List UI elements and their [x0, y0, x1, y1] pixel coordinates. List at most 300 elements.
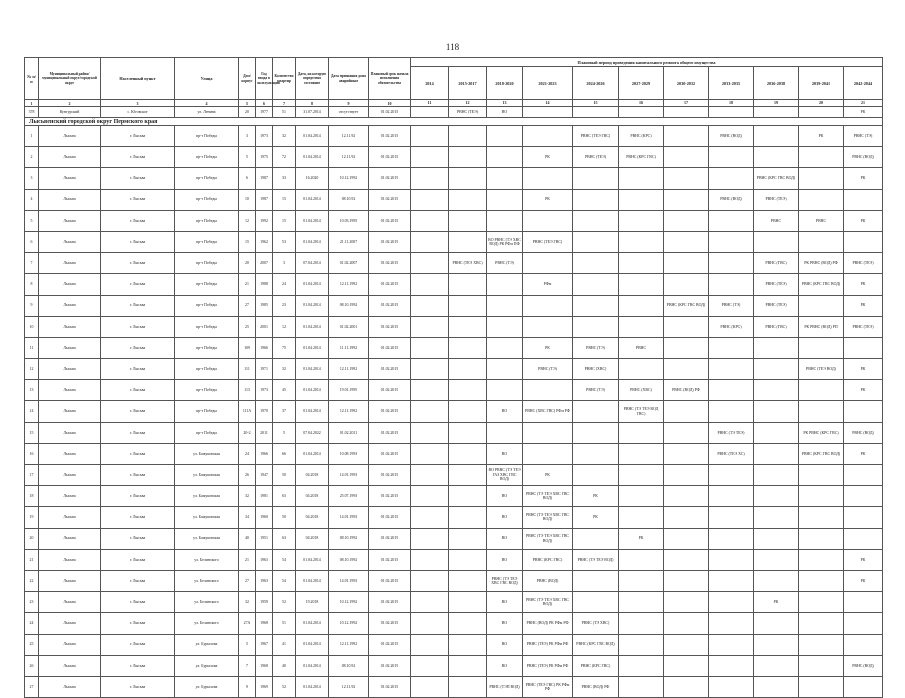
col-period-5: 2027-2029 [619, 67, 664, 100]
table-cell: РК [844, 443, 883, 464]
table-cell [799, 147, 844, 168]
table-cell: 12.11.1992 [329, 274, 369, 295]
table-cell: РВНС (ТЭ) [573, 380, 619, 401]
table-row [25, 231, 883, 252]
table-cell: РК [799, 126, 844, 147]
table-cell [523, 316, 573, 337]
table-cell: Лысьва [39, 676, 101, 697]
table-cell: 1962 [256, 231, 273, 252]
table-cell [754, 401, 799, 422]
table-cell: г. Лысьва [101, 295, 175, 316]
table-cell: РВНС (ВОД) РФ [573, 676, 619, 697]
table-cell [664, 676, 709, 697]
table-cell: Лысьва [39, 147, 101, 168]
table-row [25, 210, 883, 231]
table-cell [411, 401, 449, 422]
table-cell: 01.04.2014 [296, 337, 329, 358]
table-cell [844, 634, 883, 655]
table-cell [619, 210, 664, 231]
table-cell: РВНС (ТЕЭ) РК РФм РФ [523, 655, 573, 676]
col-apartments: Количество квартир [273, 58, 296, 100]
table-cell: РВНС (ВОД) РФ [664, 380, 709, 401]
table-cell: Лысьва [39, 507, 101, 528]
table-cell [844, 231, 883, 252]
table-cell [449, 655, 487, 676]
table-cell: 01.02.2015 [369, 443, 411, 464]
table-cell [844, 592, 883, 613]
table-cell: РВНС (ТЭ) [844, 126, 883, 147]
table-cell [844, 465, 883, 486]
table-row [25, 592, 883, 613]
table-cell [449, 507, 487, 528]
table-cell [573, 465, 619, 486]
table-cell [487, 210, 523, 231]
table-cell: 3 [25, 168, 39, 189]
table-cell [411, 274, 449, 295]
table-cell: РВНС (ТЕЭ) [754, 274, 799, 295]
table-cell: РВНС (КРС ГВС) [573, 655, 619, 676]
table-cell [799, 107, 844, 118]
table-row [25, 295, 883, 316]
table-cell [799, 295, 844, 316]
table-cell: 1963 [256, 549, 273, 570]
table-cell: 14 [25, 401, 39, 422]
col-plan-start: Плановый срок начала исполнения обязательства [369, 58, 411, 100]
table-cell: 1988 [256, 274, 273, 295]
table-cell: РВНС (ВОД) [844, 422, 883, 443]
table-cell [709, 231, 754, 252]
table-cell: 12.11.92 [329, 676, 369, 697]
table-cell [799, 528, 844, 549]
table-cell: РК РВНС (ВОД) РП [799, 316, 844, 337]
table-cell [619, 613, 664, 634]
table-cell [411, 189, 449, 210]
table-cell: отсутствует [329, 107, 369, 118]
table-cell: пр-т Победы [175, 359, 239, 380]
table-cell [709, 168, 754, 189]
table-cell: 5 [239, 634, 256, 655]
table-cell: 10 [239, 189, 256, 210]
table-cell: ул. Бажуковская [175, 486, 239, 507]
table-cell: Лысьва [39, 168, 101, 189]
table-cell: 15 [273, 210, 296, 231]
table-cell [754, 528, 799, 549]
table-cell: 22 [25, 570, 39, 591]
col-period-2: 2018-2020 [487, 67, 523, 100]
table-cell: 72 [273, 147, 296, 168]
table-cell: 01.04.2014 [296, 210, 329, 231]
table-cell: 41 [273, 634, 296, 655]
table-cell [449, 337, 487, 358]
table-cell: 6 [25, 231, 39, 252]
table-row [25, 126, 883, 147]
table-cell [411, 634, 449, 655]
table-cell: 20 [25, 528, 39, 549]
table-cell: г. Лысьва [101, 253, 175, 274]
table-cell: 32 [273, 359, 296, 380]
table-cell: РК [844, 168, 883, 189]
table-cell [664, 253, 709, 274]
table-cell: 14.01.1993 [329, 465, 369, 486]
table-cell [709, 549, 754, 570]
table-cell: 2001 [256, 316, 273, 337]
table-cell: РВНС (ВОД) [523, 570, 573, 591]
table-body [25, 100, 883, 698]
table-cell [487, 337, 523, 358]
table-cell: 01.02.2015 [369, 253, 411, 274]
table-row [25, 380, 883, 401]
table-cell: 109 [239, 337, 256, 358]
table-cell [411, 465, 449, 486]
table-cell [754, 549, 799, 570]
table-cell: Лысьва [39, 422, 101, 443]
table-cell: РК [619, 528, 664, 549]
table-cell: РВНС (ТЭ) [523, 359, 573, 380]
table-cell [619, 507, 664, 528]
table-cell: 63 [273, 528, 296, 549]
table-cell: 12 [449, 100, 487, 107]
table-cell: 01.02.2007 [329, 253, 369, 274]
table-cell: 1963 [256, 570, 273, 591]
table-cell [709, 359, 754, 380]
table-cell [799, 507, 844, 528]
table-cell: Лысьва [39, 528, 101, 549]
table-cell [487, 126, 523, 147]
table-row [25, 465, 883, 486]
table-cell: 15 [239, 231, 256, 252]
table-cell: 01.02.2015 [369, 401, 411, 422]
table-row [25, 147, 883, 168]
table-cell: 54 [273, 570, 296, 591]
table-cell: ВО [487, 507, 523, 528]
table-cell: 37 [273, 401, 296, 422]
table-cell: РВНС (ВОД) [844, 147, 883, 168]
section-row [25, 118, 883, 126]
table-row [25, 401, 883, 422]
table-cell [619, 274, 664, 295]
table-cell: 10.12.1992 [329, 168, 369, 189]
table-cell [573, 443, 619, 464]
table-cell [799, 401, 844, 422]
table-cell [754, 422, 799, 443]
table-cell [573, 107, 619, 118]
table-cell [449, 274, 487, 295]
table-cell [573, 422, 619, 443]
table-cell [411, 528, 449, 549]
table-cell: 52 [273, 676, 296, 697]
table-cell [449, 147, 487, 168]
table-cell [754, 107, 799, 118]
table-cell: 24 [273, 274, 296, 295]
table-cell: г. Лысьва [101, 422, 175, 443]
table-cell [619, 168, 664, 189]
table-cell [523, 210, 573, 231]
table-cell [799, 231, 844, 252]
table-cell [709, 486, 754, 507]
table-cell [449, 316, 487, 337]
table-cell: 16 [619, 100, 664, 107]
table-cell: РВНС (ТЭ ТЕЭ ХВС ГВС ВОД) [487, 570, 523, 591]
table-cell [573, 295, 619, 316]
table-cell: 12.11.92 [329, 126, 369, 147]
table-cell: 13 [487, 100, 523, 107]
table-cell: РВНС (ВОД) [709, 189, 754, 210]
table-cell [799, 465, 844, 486]
table-cell: 26 [239, 465, 256, 486]
table-cell: 1968 [256, 655, 273, 676]
col-period-1: 2015-2017 [449, 67, 487, 100]
table-cell: 32 [239, 592, 256, 613]
table-cell: 50 [273, 507, 296, 528]
table-cell [799, 676, 844, 697]
table-cell: г. Лысьва [101, 231, 175, 252]
table-cell [619, 231, 664, 252]
table-row [25, 107, 883, 118]
table-cell: 01.02.2015 [369, 337, 411, 358]
table-cell: 19 [754, 100, 799, 107]
table-cell [709, 274, 754, 295]
table-cell: РК [754, 592, 799, 613]
table-cell: 11.11.1992 [329, 337, 369, 358]
table-cell [449, 380, 487, 401]
table-cell: 01.02.2015 [369, 592, 411, 613]
table-cell [449, 549, 487, 570]
table-cell [573, 570, 619, 591]
table-row [25, 274, 883, 295]
table-cell: 26 [25, 655, 39, 676]
table-cell: 23 [25, 592, 39, 613]
table-cell: 3 [239, 126, 256, 147]
table-cell [411, 422, 449, 443]
table-cell [411, 443, 449, 464]
table-cell [449, 613, 487, 634]
table-cell [411, 592, 449, 613]
table-cell: РК [844, 380, 883, 401]
table-cell: г. Лысьва [101, 592, 175, 613]
table-cell [709, 507, 754, 528]
table-cell [754, 486, 799, 507]
table-cell: 113 [239, 380, 256, 401]
table-cell [664, 107, 709, 118]
table-cell [664, 486, 709, 507]
col-house: Дом/ корпус [239, 58, 256, 100]
table-cell: 19 [25, 507, 39, 528]
table-cell: 01.02.2015 [369, 634, 411, 655]
table-cell: Лысьва [39, 380, 101, 401]
table-cell: 01.04.2014 [296, 316, 329, 337]
col-period-8: 2036-2038 [754, 67, 799, 100]
table-cell: РК [523, 189, 573, 210]
table-cell: 1968 [256, 613, 273, 634]
table-cell: пр-т Победы [175, 253, 239, 274]
table-cell: г. Лысьва [101, 549, 175, 570]
table-cell: 32 [273, 126, 296, 147]
table-cell [523, 168, 573, 189]
table-cell [411, 613, 449, 634]
table-cell: 01.04.2014 [296, 655, 329, 676]
table-cell: г. Лысьва [101, 359, 175, 380]
table-row [25, 359, 883, 380]
table-cell: 11 [411, 100, 449, 107]
table-cell: 2 [39, 100, 101, 107]
table-cell [487, 295, 523, 316]
table-cell [664, 592, 709, 613]
table-cell: 1987 [256, 189, 273, 210]
table-cell [449, 592, 487, 613]
table-cell: пр-т Победы [175, 274, 239, 295]
table-cell: г. Лысьва [101, 316, 175, 337]
table-cell: г. Лысьва [101, 380, 175, 401]
col-period-6: 2030-2032 [664, 67, 709, 100]
table-cell: 1981 [256, 486, 273, 507]
table-cell: 2 [25, 147, 39, 168]
table-cell: г. Лысьва [101, 337, 175, 358]
table-row [25, 655, 883, 676]
table-row [25, 486, 883, 507]
table-cell [619, 107, 664, 118]
table-row [25, 528, 883, 549]
table-cell [664, 337, 709, 358]
table-cell: Кунгурский [39, 107, 101, 118]
table-cell: Лысьва [39, 401, 101, 422]
table-cell: РВНС [799, 210, 844, 231]
table-cell: РВНС (КРС ГВС) [523, 549, 573, 570]
table-cell: 24 [239, 443, 256, 464]
table-cell: РК [523, 147, 573, 168]
table-cell [573, 592, 619, 613]
table-cell [619, 443, 664, 464]
table-cell [664, 274, 709, 295]
table-cell: 07.04.2014 [296, 253, 329, 274]
table-cell [523, 107, 573, 118]
table-cell: 34 [239, 507, 256, 528]
table-cell: ул. Бажуковская [175, 528, 239, 549]
table-cell: 01.02.2015 [369, 380, 411, 401]
table-cell: ул. Бажуковская [175, 507, 239, 528]
table-cell [844, 613, 883, 634]
table-cell [573, 231, 619, 252]
table-cell: Лысьва [39, 189, 101, 210]
table-cell: 7 [239, 655, 256, 676]
table-cell: 08.10.92 [329, 655, 369, 676]
table-cell [664, 359, 709, 380]
table-cell: 111 [239, 359, 256, 380]
table-cell: ВО [487, 655, 523, 676]
table-cell: РК РВНС (КРС ГВС) [799, 422, 844, 443]
table-cell: пр-т Победы [175, 231, 239, 252]
col-municipality: Муниципальный район/ муниципальный округ/городской округ [39, 58, 101, 100]
table-cell [709, 107, 754, 118]
table-cell [573, 528, 619, 549]
table-cell [799, 549, 844, 570]
table-cell: 10.03.1995 [329, 210, 369, 231]
table-cell: Лысьва [39, 486, 101, 507]
table-cell: г. Лысьва [101, 189, 175, 210]
table-cell: 16 [25, 443, 39, 464]
table-cell: 6 [239, 168, 256, 189]
table-cell: г. Лысьва [101, 507, 175, 528]
table-cell: 10 [369, 100, 411, 107]
table-cell: 01.02.2015 [369, 528, 411, 549]
table-cell: 08.10.1992 [329, 528, 369, 549]
table-cell: 08.10.1992 [329, 549, 369, 570]
table-cell: РВНС (ВОД) [844, 655, 883, 676]
table-cell [799, 570, 844, 591]
table-cell: 01.04.2014 [296, 274, 329, 295]
table-cell: г. Лысьва [101, 613, 175, 634]
table-cell: РВНС (ТЭ ТЕЭ ХВС ГВС ВОД) [523, 592, 573, 613]
table-cell: Лысьва [39, 231, 101, 252]
table-cell: г. Лысьва [101, 443, 175, 464]
table-cell [664, 570, 709, 591]
table-cell: РВНС (ТЕЭ) РК РФм РФ [523, 634, 573, 655]
table-cell: РВНС (ГВС) [754, 253, 799, 274]
col-period-10: 2042-2044 [844, 67, 883, 100]
table-cell [619, 676, 664, 697]
table-cell: 1992 [256, 210, 273, 231]
table-cell: 21 [25, 549, 39, 570]
table-cell: с. Юговское [101, 107, 175, 118]
table-cell: 01.02.2015 [369, 676, 411, 697]
table-cell [619, 592, 664, 613]
table-cell: 6 [256, 100, 273, 107]
table-cell [844, 486, 883, 507]
table-cell: 12.11.1992 [329, 401, 369, 422]
table-cell: РВНС (ТЭ ТЕЭ ХВС ГВС ВОД) [523, 528, 573, 549]
table-cell [573, 274, 619, 295]
col-survey-date: Дата, на которую определено состояние [296, 58, 329, 100]
table-cell [619, 189, 664, 210]
table-cell [411, 507, 449, 528]
table-cell [619, 316, 664, 337]
table-cell: РВНС (ВОД) [709, 126, 754, 147]
col-no: № п/п [25, 58, 39, 100]
table-cell: РВНС (ТЕЭ) [449, 107, 487, 118]
table-cell: 33 [273, 168, 296, 189]
table-cell [754, 147, 799, 168]
table-cell [523, 126, 573, 147]
table-cell [449, 401, 487, 422]
table-cell: 01.02.2015 [369, 231, 411, 252]
table-cell: г. Лысьва [101, 655, 175, 676]
table-cell: ул. Белинского [175, 592, 239, 613]
table-cell [411, 359, 449, 380]
table-cell: 51 [273, 107, 296, 118]
table-cell: г. Лысьва [101, 676, 175, 697]
table-cell: 14 [523, 100, 573, 107]
table-cell: 12 [239, 210, 256, 231]
table-cell: ул. Бажуковская [175, 465, 239, 486]
column-number-row [25, 100, 883, 107]
table-cell: 1 [25, 100, 39, 107]
table-cell [709, 592, 754, 613]
table-cell: 04.2018 [296, 486, 329, 507]
col-street: Улица [175, 58, 239, 100]
table-cell [573, 210, 619, 231]
table-cell: 21 [239, 274, 256, 295]
table-cell: 19.01.1995 [329, 380, 369, 401]
table-cell [709, 613, 754, 634]
table-cell [411, 549, 449, 570]
table-cell: 23 [273, 295, 296, 316]
table-cell [754, 465, 799, 486]
table-cell: РВНС (ТЭ ХВС) [573, 613, 619, 634]
table-row [25, 507, 883, 528]
table-cell: РВНС (КРС ГВС ВОД) [754, 168, 799, 189]
table-row [25, 549, 883, 570]
table-cell: РВНС (КРС) [619, 126, 664, 147]
table-cell: 1970 [256, 401, 273, 422]
